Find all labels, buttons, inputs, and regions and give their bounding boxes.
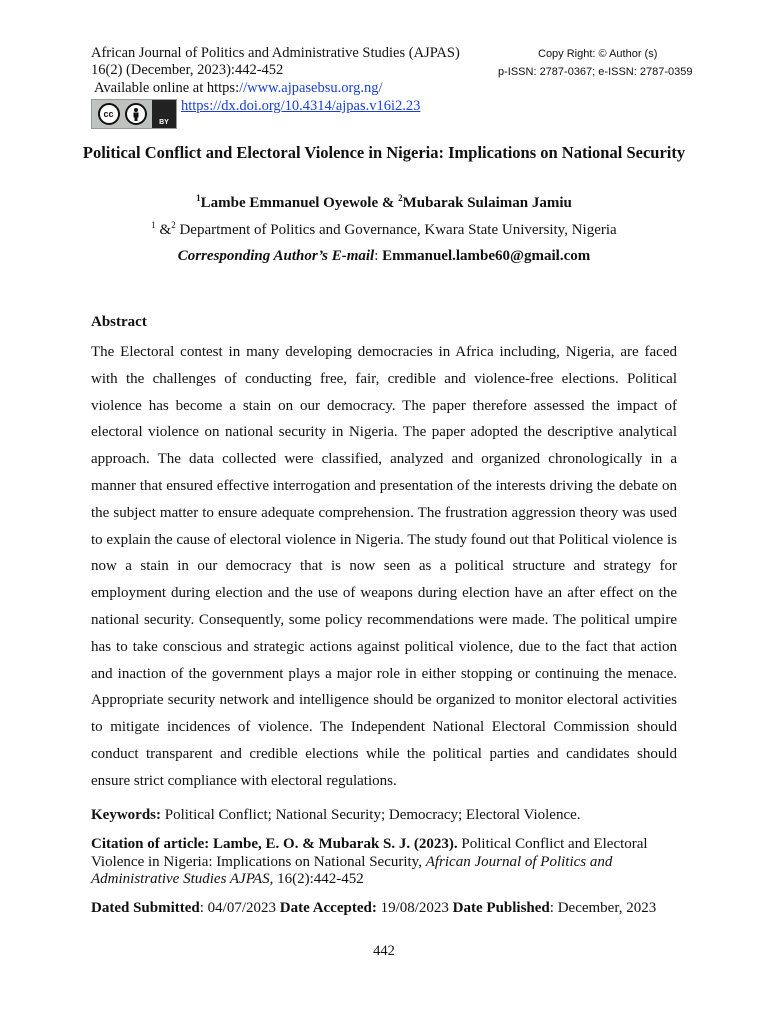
email-label: Corresponding Author’s E-mail: [177, 248, 375, 264]
citation-label: Citation of article: Lambe, E. O. & Mubarak S. J. (2023).: [91, 836, 458, 852]
article-dates: [91, 900, 677, 918]
by-label: BY: [159, 119, 169, 126]
page-number: 442: [373, 943, 395, 959]
availability-line: [94, 80, 382, 97]
accepted-date: 19/08/2023: [376, 900, 453, 916]
author1: Lambe Emmanuel Oyewole &: [200, 195, 399, 211]
submitted-date: : 04/07/2023: [199, 900, 280, 916]
journal-name: African Journal of Politics and Administrative Studies (AJPAS): [91, 45, 460, 61]
affil-sup2: 2: [171, 220, 176, 230]
affiliation: [60, 220, 708, 239]
author1-sup: 1: [196, 193, 201, 203]
published-label: Date Published: [452, 900, 550, 916]
issue-info: 16(2) (December, 2023):442-452: [91, 62, 284, 78]
authors: [60, 193, 708, 212]
author2: Mubarak Sulaiman Jamiu: [402, 195, 572, 211]
email-address[interactable]: Emmanuel.lambe60@gmail.com: [382, 248, 591, 264]
citation: [91, 836, 661, 889]
citation-text1: Political Conflict and Electoral Violence in Nigeria: Implications on National Security,: [91, 836, 648, 870]
issn: p-ISSN: 2787-0367; e-ISSN: 2787-0359: [498, 66, 693, 78]
email-sep: :: [374, 248, 383, 264]
published-date: : December, 2023: [549, 900, 657, 916]
copyright: Copy Right: © Author (s): [538, 48, 658, 60]
citation-text2: 16(2):442-452: [273, 871, 364, 887]
author2-sup: 2: [398, 193, 403, 203]
corresponding-email: [60, 248, 708, 265]
cc-by-license-badge[interactable]: [91, 99, 177, 129]
citation-journal: African Journal of Politics and Administrative Studies AJPAS,: [91, 853, 613, 887]
article-title: Political Conflict and Electoral Violence in Nigeria: Implications on National Security: [82, 143, 686, 162]
available-prefix: Available online at https:: [94, 80, 240, 96]
affil-text: Department of Politics and Governance, Kwara State University, Nigeria: [175, 222, 617, 238]
journal-url-link[interactable]: //www.ajpasebsu.org.ng/: [239, 80, 383, 96]
affil-sup1: 1: [151, 220, 156, 230]
abstract-heading: Abstract: [91, 314, 147, 330]
keywords-label: Keywords:: [91, 807, 161, 823]
cc-icon: cc: [98, 103, 120, 125]
affil-amp: &: [155, 222, 172, 238]
keywords-text: Political Conflict; National Security; Democracy; Electoral Violence.: [161, 807, 581, 823]
doi-link[interactable]: https://dx.doi.org/10.4314/ajpas.v16i2.23: [181, 98, 421, 114]
abstract-body: The Electoral contest in many developing democracies in Africa including, Nigeria, are faced with the challenges of conducting free, fair, credible and violence-free elections. Political violence has become a stain on our democracy. The paper therefore assessed the impact of electoral violence on national security in Nigeria. The paper adopted the descriptive analytical approach. The data collected were classified, analyzed and organized chronologically in a manner that ensured effective interrogation and presentation of the interests driving the debate on the subject matter to ensure adequate comprehension. The frustration aggression theory was used to explain the cause of electoral violence in Nigeria. The study found out that Political violence is now a stain in our democracy that is now seen as a political structure and strategy for employment during election and the use of weapons during election have an after effect on the national security. Consequently, some policy recommendations were made. The political umpire has to take conscious and strategic actions against political violence, due to the fact that action and inaction of the government plays a major role in either stopping or continuing the menace. Appropriate security network and intelligence should be organized to monitor electoral activities to mitigate incidences of violence. The Independent National Electoral Commission should conduct transparent and credible elections while the political parties and candidates should ensure strict compliance with electoral regulations.: [91, 344, 677, 789]
doi-link-wrap: [181, 98, 420, 115]
keywords: [91, 807, 677, 825]
submitted-label: Dated Submitted: [91, 900, 200, 916]
person-icon: [125, 103, 147, 125]
accepted-label: Date Accepted:: [279, 900, 377, 916]
